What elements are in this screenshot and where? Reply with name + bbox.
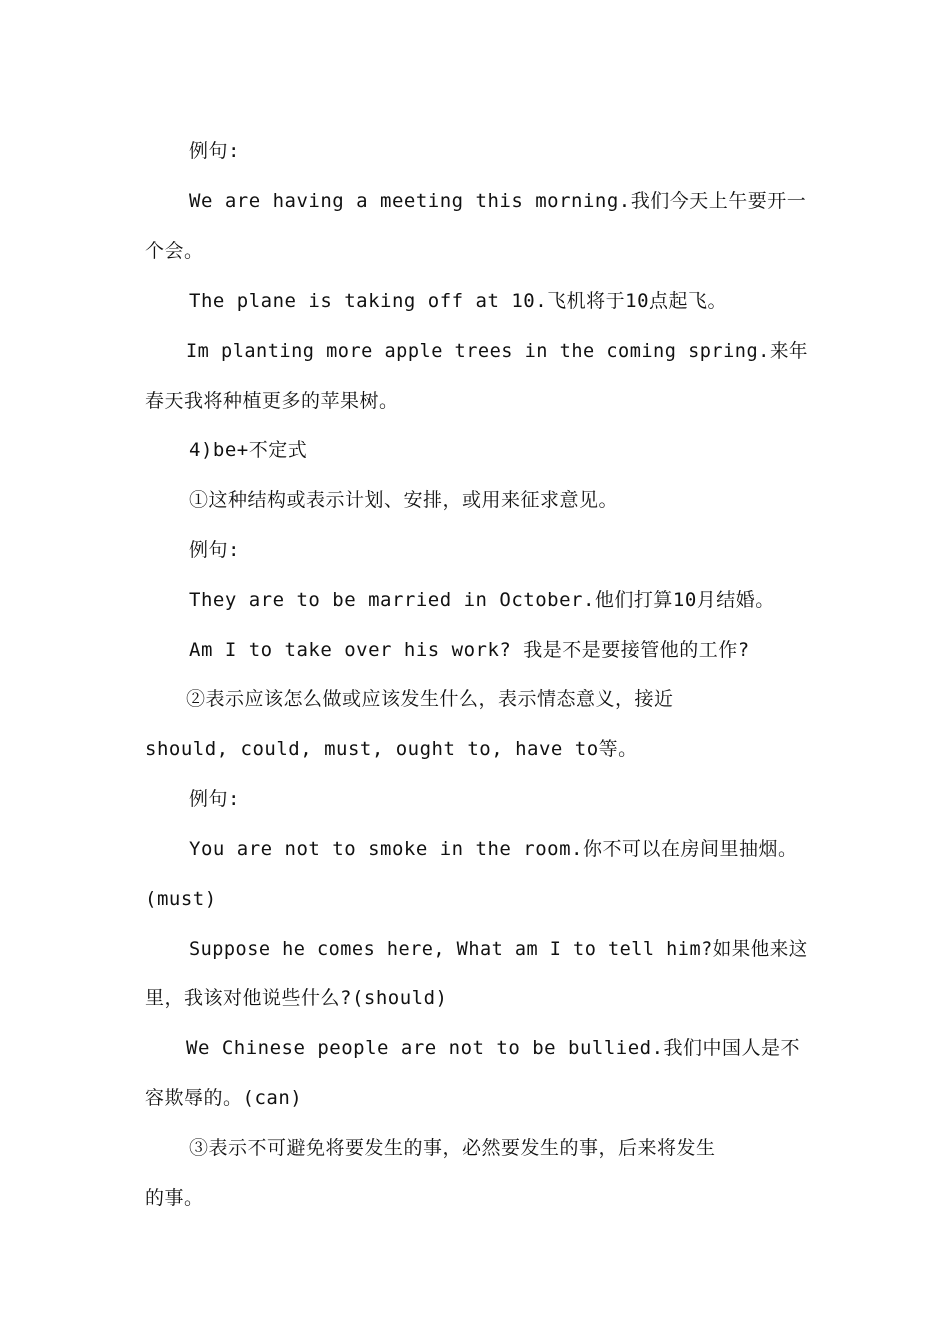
- example-sentence-continued: 里，我该对他说些什么?(should): [145, 987, 448, 1009]
- example-sentence: Im planting more apple trees in the coming spring.来年: [186, 340, 808, 362]
- example-sentence: Suppose he comes here, What am I to tell him?如果他来这: [189, 938, 808, 960]
- example-label: 例句:: [189, 539, 240, 561]
- example-sentence-continued: (must): [145, 888, 217, 910]
- example-label: 例句:: [189, 140, 240, 162]
- example-sentence: We are having a meeting this morning.我们今天上午要开一: [189, 190, 807, 212]
- rule-text: ③表示不可避免将要发生的事，必然要发生的事，后来将发生: [189, 1137, 716, 1159]
- rule-text: ②表示应该怎么做或应该发生什么，表示情态意义，接近: [186, 688, 674, 710]
- example-sentence-continued: 个会。: [145, 240, 204, 262]
- example-sentence: They are to be married in October.他们打算10月结婚。: [189, 589, 775, 611]
- rule-text-continued: should, could, must, ought to, have to等。: [145, 738, 638, 760]
- example-sentence: You are not to smoke in the room.你不可以在房间里抽烟。: [189, 838, 798, 860]
- example-sentence: We Chinese people are not to be bullied.我们中国人是不: [186, 1037, 801, 1059]
- example-sentence: The plane is taking off at 10.飞机将于10点起飞。: [189, 290, 728, 312]
- example-sentence-continued: 春天我将种植更多的苹果树。: [145, 390, 399, 412]
- rule-text-continued: 的事。: [145, 1187, 204, 1209]
- rule-text: ①这种结构或表示计划、安排，或用来征求意见。: [189, 489, 619, 511]
- example-label: 例句:: [189, 788, 240, 810]
- example-sentence-continued: 容欺辱的。(can): [145, 1087, 303, 1109]
- example-sentence: Am I to take over his work? 我是不是要接管他的工作?: [189, 639, 750, 661]
- section-heading: 4)be+不定式: [189, 439, 308, 461]
